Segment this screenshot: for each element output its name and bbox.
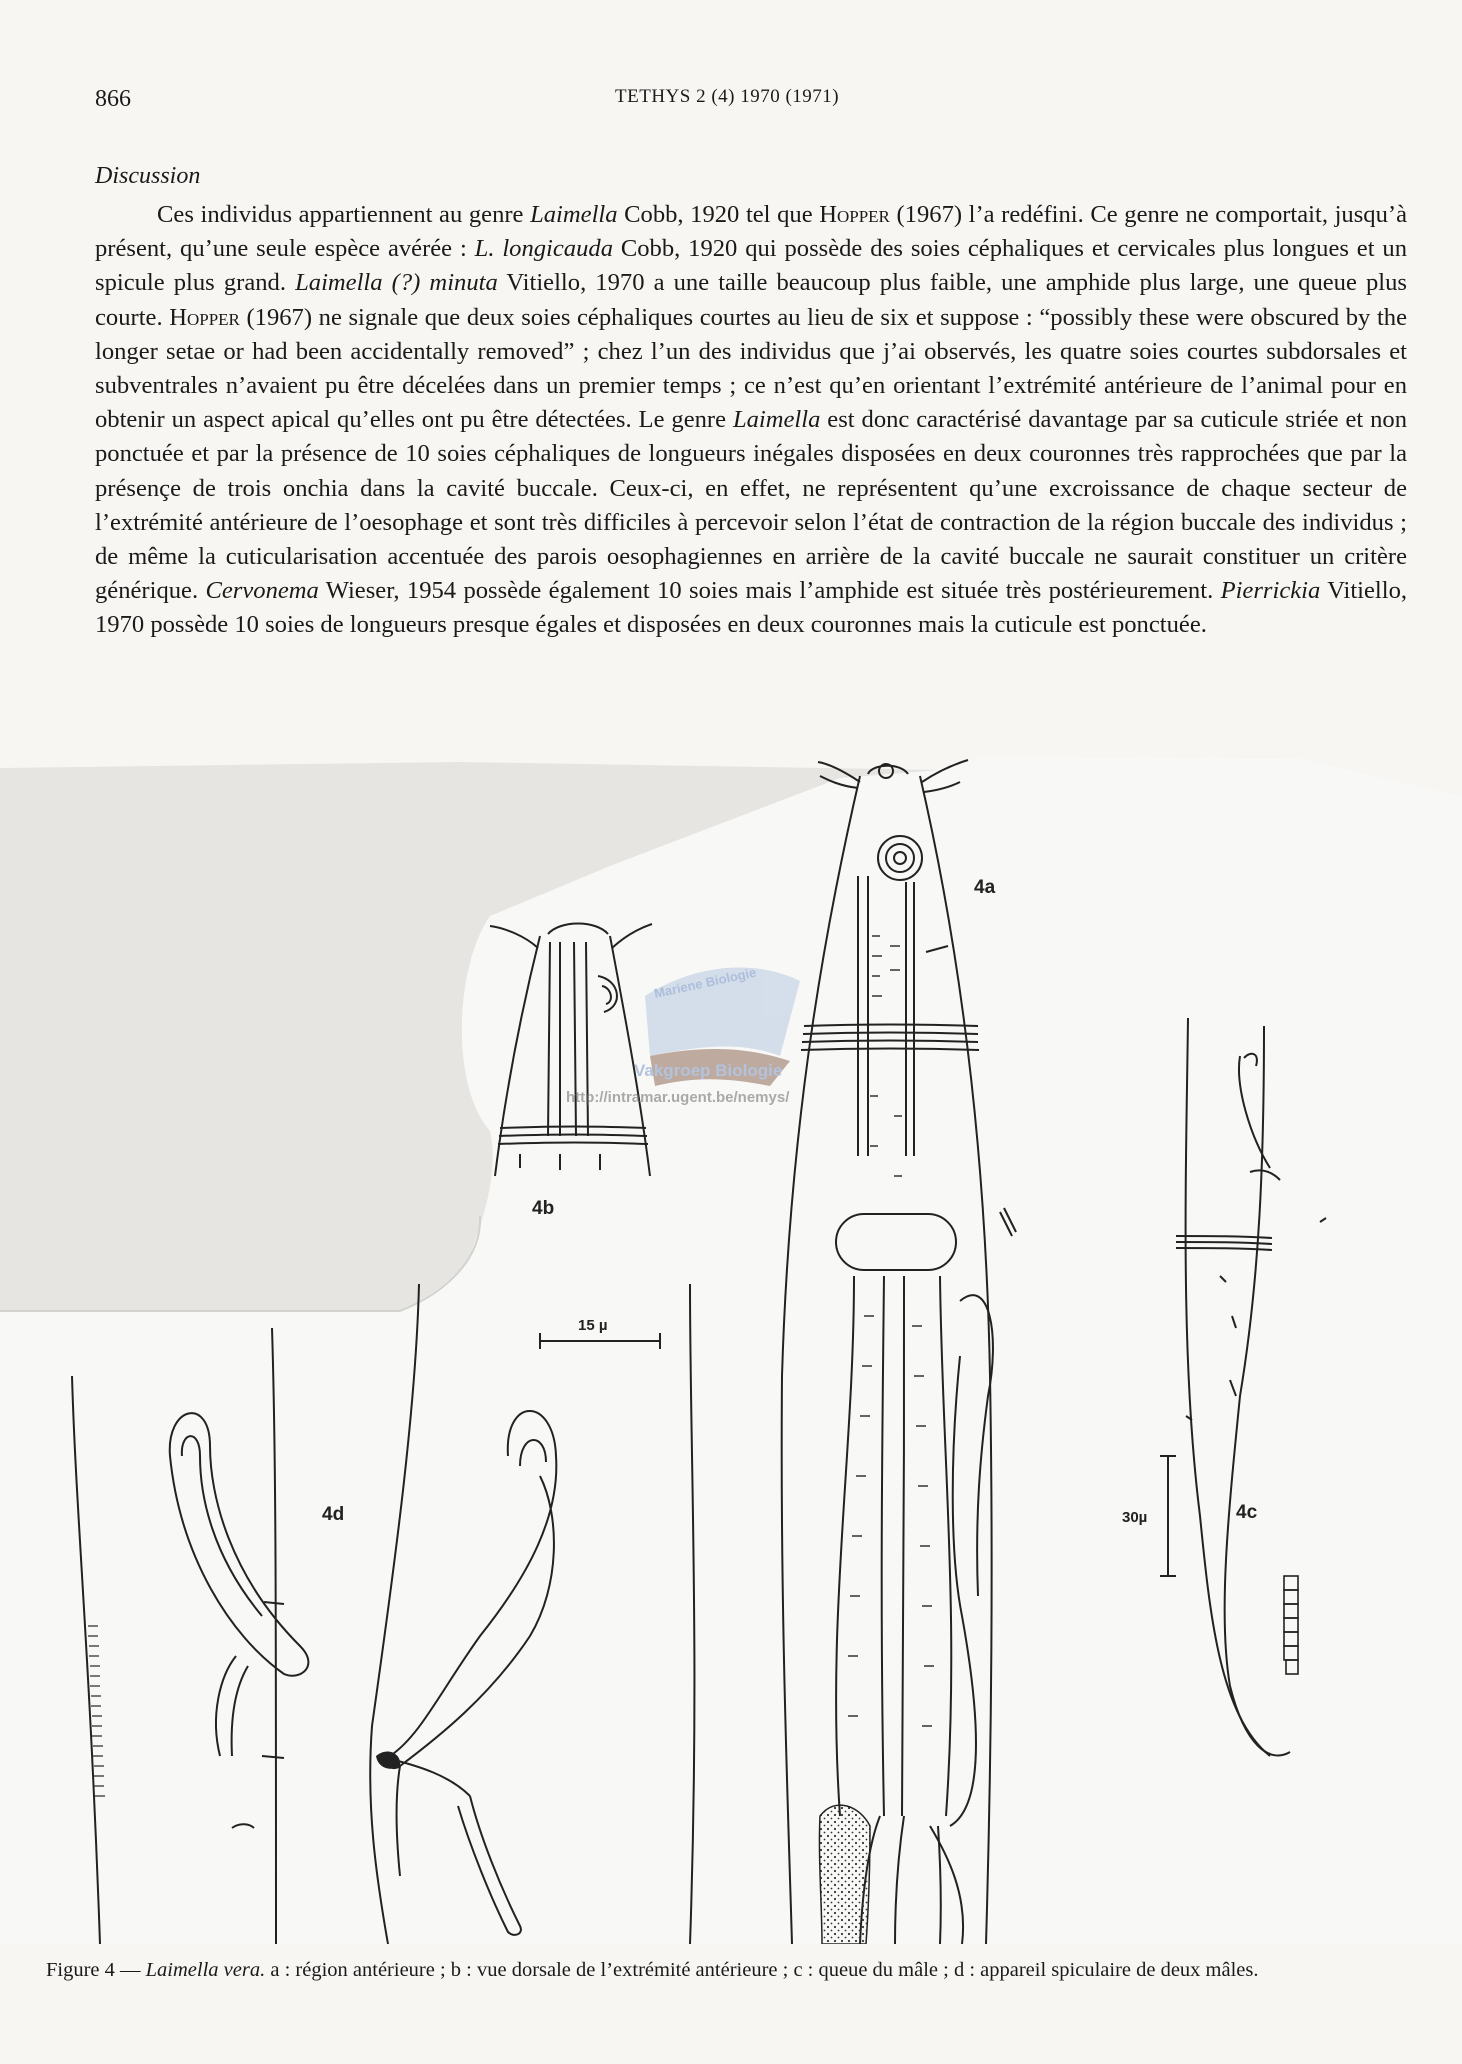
watermark-arc: Mariene Biologie — [652, 964, 758, 1001]
figure-label-4d: 4d — [322, 1504, 345, 1525]
watermark-url: http://intramar.ugent.be/nemys/ — [566, 1089, 790, 1106]
figure-label-4a: 4a — [974, 877, 996, 898]
scale-label-4b: 15 µ — [578, 1317, 608, 1334]
genus-name: Laimella — [530, 201, 618, 228]
page-number: 866 — [95, 86, 131, 112]
figure-4-drawing — [0, 756, 1462, 1944]
stippled-cardia — [819, 1805, 870, 1944]
discussion-paragraph: Ces individus appartiennent au genre Laimella Cobb, 1920 tel que Hopper (1967) l’a redéfini. Ce genre ne comportait, jusqu’à présent, qu’une seule espèce avérée : L. longicauda Cobb, 1920 qui possède des soies céphaliques et cervicales plus longues et un spicule plus grand. Laimella (?) minuta Vitiello, 1970 a une taille beaucoup plus faible, une amphide plus large, une queue plus courte. Hopper (1967) ne signale que deux soies céphaliques courtes au lieu de six et suppose : “possibly these were obscured by the longer setae or had been accidentally removed” ; chez l’un des individus que j’ai observés, les quatre soies courtes subdorsales et subventrales n’avaient pu être décelées dans un premier temps ; ce n’est qu’en orientant l’extrémité antérieure de l’animal pour en obtenir un aspect apical qu’elles ont pu être détectées. Le genre Laimella est donc caractérisé davantage par sa cuticule striée et non ponctuée et par la présence de 10 soies céphaliques de longueurs inégales disposées en deux couronnes très rapprochées que par la présençe de trois onchia dans la cavité buccale. Ceux-ci, en effet, ne représentent qu’une excroissance de chaque secteur de l’extrémité antérieure de l’oesophage et sont très difficiles à percevoir selon l’état de contraction de la région buccale des individus ; de même la cuticularisation accentuée des parois oesophagiennes en arrière de la cavité buccale ne saurait constituer un critère générique. Cervonema Wieser, 1954 possède également 10 soies mais l’amphide est située très postérieurement. Pierrickia Vitiello, 1970 possède 10 soies de longueurs presque égales et disposées en deux couronnes mais la cuticule est ponctuée. — [95, 201, 1408, 639]
journal-running-head: TETHYS 2 (4) 1970 (1971) — [615, 86, 840, 107]
genus-name: Cervonema — [205, 577, 319, 605]
species-name: Laimella (?) minuta — [295, 269, 498, 297]
species-name: L. longicauda — [474, 235, 613, 263]
figure-4 — [0, 756, 1462, 1944]
scale-label-4c: 30µ — [1122, 1509, 1148, 1526]
figure-label-4b: 4b — [532, 1198, 555, 1219]
author-name: Hopper — [819, 201, 890, 228]
section-title: Discussion — [95, 163, 201, 189]
page-header — [95, 86, 1395, 116]
watermark-group: Vakgroep Biologie — [634, 1061, 783, 1080]
figure-label-4c: 4c — [1236, 1502, 1258, 1523]
caption-species: Laimella vera. — [145, 1959, 266, 1981]
figure-caption: Figure 4 — Laimella vera. a : région antérieure ; b : vue dorsale de l’extrémité antérieure ; c : queue du mâle ; d : appareil spiculaire de deux mâles. — [46, 1959, 1259, 1981]
author-name: Hopper — [169, 303, 240, 331]
genus-name: Laimella — [732, 406, 821, 434]
genus-name: Pierrickia — [1220, 577, 1321, 605]
